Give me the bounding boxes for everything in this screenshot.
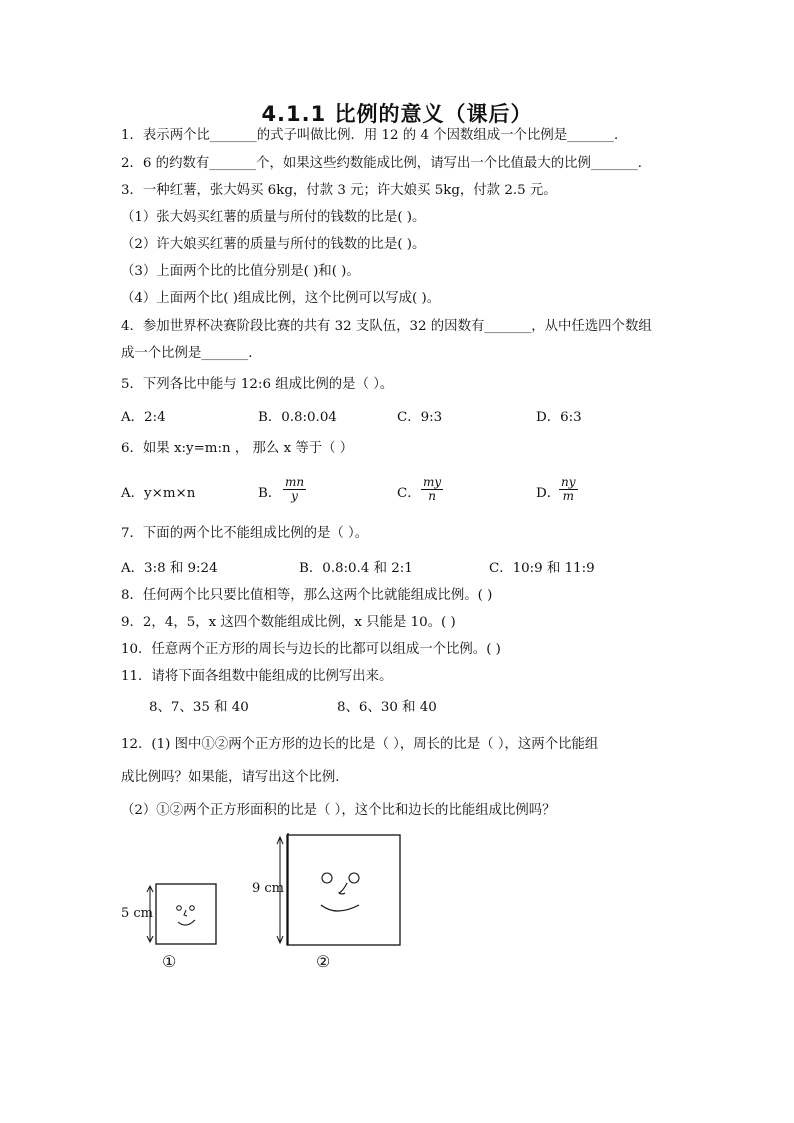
q11-group-2: 8、6、30 和 40 — [337, 700, 437, 715]
fraction-numerator: my — [423, 475, 442, 489]
large-square — [287, 833, 400, 945]
question-12-line-2: 成比例吗？如果能，请写出这个比例． — [121, 770, 349, 785]
q5-option-d: D．6:3 — [536, 410, 582, 425]
question-3: 3．一种红薯，张大妈买 6kg，付款 3 元；许大娘买 5kg，付款 2.5 元。 — [121, 183, 557, 198]
question-12-line-3: （2）①②两个正方形面积的比是（ ），这个比和边长的比能组成比例吗？ — [121, 803, 556, 818]
fraction-denominator: y — [291, 489, 298, 503]
q5-option-b: B．0.8:0.04 — [258, 410, 337, 425]
q6-option-b-label: B． — [258, 486, 282, 501]
page-title: 4.1.1 比例的意义（课后） — [261, 102, 533, 126]
q6-option-d-label: D． — [536, 486, 561, 501]
q11-group-1: 8、7、35 和 40 — [149, 700, 249, 715]
q6-option-a: A．y×m×n — [121, 486, 196, 501]
large-square-side-label: 9 cm — [252, 881, 285, 896]
question-9: 9．2，4，5，x 这四个数能组成比例，x 只能是 10。( ) — [121, 615, 456, 630]
question-3-part-2: （2）许大娘买红薯的质量与所付的钱数的比是( )。 — [121, 237, 426, 252]
q6-option-c-label: C． — [397, 486, 421, 501]
q7-option-c: C．10:9 和 11:9 — [489, 561, 595, 576]
q7-option-a: A．3:8 和 9:24 — [121, 561, 218, 576]
fraction-denominator: m — [562, 489, 574, 503]
small-square-side-label: 5 cm — [121, 906, 154, 921]
fraction-numerator: ny — [561, 475, 576, 489]
question-6: 6．如果 x:y=m:n ， 那么 x 等于（ ） — [121, 441, 354, 456]
question-4-line-2: 成一个比例是_______． — [121, 346, 262, 361]
question-12-line-1: 12．(1) 图中①②两个正方形的边长的比是（ ），周长的比是（ ），这两个比能组 — [121, 737, 599, 752]
question-3-part-3: （3）上面两个比的比值分别是( )和( )。 — [121, 264, 360, 279]
small-square — [156, 884, 216, 944]
q5-option-c: C．9:3 — [397, 410, 443, 425]
question-5: 5．下列各比中能与 12:6 组成比例的是（ ）。 — [121, 377, 394, 392]
q7-option-b: B．0.8:0.4 和 2:1 — [299, 561, 413, 576]
question-3-part-1: （1）张大妈买红薯的质量与所付的钱数的比是( )。 — [121, 210, 426, 225]
large-square-caption: ② — [316, 952, 331, 971]
question-2: 2．6 的约数有_______个，如果这些约数能成比例，请写出一个比值最大的比例_______． — [121, 156, 652, 171]
question-3-part-4: （4）上面两个比( )组成比例，这个比例可以写成( )。 — [121, 291, 441, 306]
fraction-denominator: n — [428, 489, 436, 503]
small-square-caption: ① — [162, 952, 177, 971]
question-1: 1．表示两个比_______的式子叫做比例．用 12 的 4 个因数组成一个比例是_______． — [121, 128, 628, 143]
question-7: 7．下面的两个比不能组成比例的是（ ）。 — [121, 526, 369, 541]
q5-option-a: A．2:4 — [121, 410, 166, 425]
question-11: 11．请将下面各组数中能组成的比例写出来。 — [121, 669, 393, 684]
question-10: 10．任意两个正方形的周长与边长的比都可以组成一个比例。( ) — [121, 642, 501, 657]
question-4-line-1: 4．参加世界杯决赛阶段比赛的共有 32 支队伍，32 的因数有_______，从中任选四个数组 — [121, 319, 652, 334]
question-8: 8．任何两个比只要比值相等，那么这两个比就能组成比例。( ) — [121, 588, 493, 603]
fraction-numerator: mn — [285, 475, 305, 489]
